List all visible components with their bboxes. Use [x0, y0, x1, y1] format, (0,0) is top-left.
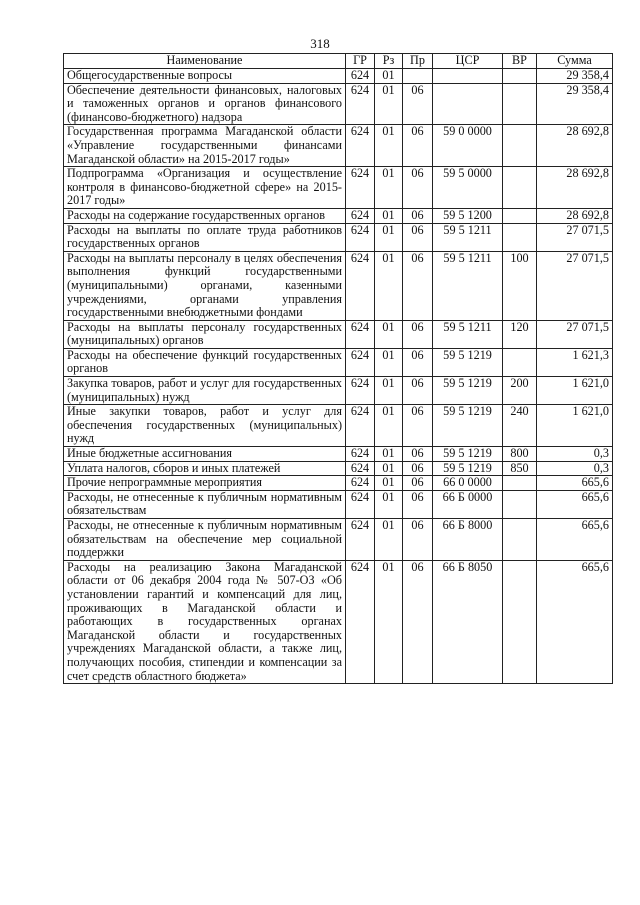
cell-sum: 28 692,8: [537, 167, 613, 209]
budget-table: [63, 53, 613, 684]
cell-pr: 06: [403, 405, 433, 447]
cell-sum: 29 358,4: [537, 83, 613, 125]
cell-vr: 240: [503, 405, 537, 447]
cell-vr: [503, 476, 537, 491]
table-row: [64, 125, 613, 167]
cell-csr: 59 5 1219: [433, 348, 503, 376]
cell-sum: 1 621,3: [537, 348, 613, 376]
cell-rz: 01: [375, 461, 403, 476]
cell-rz: 01: [375, 251, 403, 320]
table-row: [64, 348, 613, 376]
cell-sum: 28 692,8: [537, 208, 613, 223]
cell-pr: [403, 69, 433, 84]
cell-vr: [503, 167, 537, 209]
cell-sum: 27 071,5: [537, 251, 613, 320]
cell-vr: 100: [503, 251, 537, 320]
cell-vr: [503, 83, 537, 125]
cell-csr: 59 5 0000: [433, 167, 503, 209]
table-row: [64, 405, 613, 447]
cell-sum: 28 692,8: [537, 125, 613, 167]
cell-vr: [503, 208, 537, 223]
cell-gr: 624: [346, 167, 375, 209]
column-header-sum: Сумма: [537, 54, 613, 69]
cell-name: Расходы на содержание государственных органов: [64, 208, 346, 223]
cell-vr: [503, 519, 537, 561]
cell-pr: 06: [403, 447, 433, 462]
cell-rz: 01: [375, 83, 403, 125]
cell-rz: 01: [375, 377, 403, 405]
cell-csr: 66 Б 8000: [433, 519, 503, 561]
cell-csr: 59 5 1219: [433, 405, 503, 447]
cell-csr: [433, 69, 503, 84]
cell-rz: 01: [375, 208, 403, 223]
cell-vr: 850: [503, 461, 537, 476]
cell-sum: 665,6: [537, 476, 613, 491]
cell-csr: 66 Б 8050: [433, 560, 503, 683]
table-row: [64, 560, 613, 683]
cell-vr: [503, 125, 537, 167]
cell-gr: 624: [346, 348, 375, 376]
cell-pr: 06: [403, 461, 433, 476]
cell-csr: 59 5 1219: [433, 461, 503, 476]
cell-gr: 624: [346, 69, 375, 84]
cell-gr: 624: [346, 447, 375, 462]
cell-sum: 27 071,5: [537, 320, 613, 348]
cell-sum: 1 621,0: [537, 377, 613, 405]
cell-vr: [503, 490, 537, 518]
cell-name: Прочие непрограммные мероприятия: [64, 476, 346, 491]
cell-gr: 624: [346, 208, 375, 223]
cell-gr: 624: [346, 377, 375, 405]
cell-gr: 624: [346, 83, 375, 125]
cell-rz: 01: [375, 519, 403, 561]
table-row: [64, 476, 613, 491]
table-row: [64, 208, 613, 223]
cell-vr: [503, 348, 537, 376]
cell-name: Расходы, не отнесенные к публичным нормативным обязательствам: [64, 490, 346, 518]
cell-name: Иные закупки товаров, работ и услуг для обеспечения государственных (муниципальных) нужд: [64, 405, 346, 447]
cell-sum: 27 071,5: [537, 223, 613, 251]
cell-gr: 624: [346, 519, 375, 561]
cell-gr: 624: [346, 125, 375, 167]
cell-sum: 665,6: [537, 490, 613, 518]
cell-gr: 624: [346, 405, 375, 447]
cell-pr: 06: [403, 223, 433, 251]
cell-gr: 624: [346, 320, 375, 348]
cell-pr: 06: [403, 83, 433, 125]
cell-pr: 06: [403, 519, 433, 561]
cell-csr: 66 0 0000: [433, 476, 503, 491]
cell-pr: 06: [403, 476, 433, 491]
cell-name: Иные бюджетные ассигнования: [64, 447, 346, 462]
cell-rz: 01: [375, 560, 403, 683]
cell-pr: 06: [403, 348, 433, 376]
cell-csr: 59 0 0000: [433, 125, 503, 167]
cell-gr: 624: [346, 476, 375, 491]
cell-gr: 624: [346, 461, 375, 476]
cell-vr: 800: [503, 447, 537, 462]
cell-sum: 665,6: [537, 519, 613, 561]
cell-vr: [503, 223, 537, 251]
table-row: [64, 167, 613, 209]
cell-name: Уплата налогов, сборов и иных платежей: [64, 461, 346, 476]
cell-name: Расходы, не отнесенные к публичным нормативным обязательствам на обеспечение мер социальной поддержки: [64, 519, 346, 561]
table-row: [64, 223, 613, 251]
column-header-name: Наименование: [64, 54, 346, 69]
cell-sum: 0,3: [537, 447, 613, 462]
cell-name: Подпрограмма «Организация и осуществление контроля в финансово-бюджетной сфере» на 2015-2017 годы»: [64, 167, 346, 209]
cell-csr: 59 5 1200: [433, 208, 503, 223]
cell-gr: 624: [346, 490, 375, 518]
cell-pr: 06: [403, 560, 433, 683]
column-header-pr: Пр: [403, 54, 433, 69]
cell-rz: 01: [375, 447, 403, 462]
table-row: [64, 251, 613, 320]
cell-pr: 06: [403, 377, 433, 405]
cell-pr: 06: [403, 320, 433, 348]
cell-name: Расходы на выплаты персоналу в целях обеспечения выполнения функций государственными (муниципальными) органами, казенными учреждениями, органами управления государственными внебюджетными фондами: [64, 251, 346, 320]
cell-rz: 01: [375, 348, 403, 376]
cell-rz: 01: [375, 125, 403, 167]
table-row: [64, 461, 613, 476]
cell-name: Расходы на обеспечение функций государственных органов: [64, 348, 346, 376]
cell-gr: 624: [346, 560, 375, 683]
cell-vr: [503, 560, 537, 683]
table-row: [64, 519, 613, 561]
cell-sum: 0,3: [537, 461, 613, 476]
cell-name: Обеспечение деятельности финансовых, налоговых и таможенных органов и органов финансового (финансово-бюджетного) надзора: [64, 83, 346, 125]
page-number: 318: [310, 36, 330, 51]
cell-rz: 01: [375, 69, 403, 84]
column-header-vr: ВР: [503, 54, 537, 69]
table-row: [64, 69, 613, 84]
cell-rz: 01: [375, 405, 403, 447]
cell-vr: [503, 69, 537, 84]
cell-rz: 01: [375, 223, 403, 251]
cell-rz: 01: [375, 476, 403, 491]
cell-rz: 01: [375, 320, 403, 348]
cell-rz: 01: [375, 490, 403, 518]
cell-csr: 59 5 1211: [433, 251, 503, 320]
cell-name: Государственная программа Магаданской области «Управление государственными финансами Магаданской области» на 2015-2017 годы»: [64, 125, 346, 167]
cell-csr: [433, 83, 503, 125]
cell-pr: 06: [403, 251, 433, 320]
cell-csr: 59 5 1219: [433, 377, 503, 405]
cell-name: Общегосударственные вопросы: [64, 69, 346, 84]
cell-vr: 120: [503, 320, 537, 348]
table-row: [64, 447, 613, 462]
table-body: [64, 69, 613, 684]
cell-sum: 665,6: [537, 560, 613, 683]
cell-vr: 200: [503, 377, 537, 405]
cell-name: Расходы на реализацию Закона Магаданской области от 06 декабря 2004 года № 507-ОЗ «Об установлении гарантий и компенсаций для лиц, проживающих в Магаданской области и работающих в государственных органах Магаданской области и государственных учреждениях Магаданской области, а также лиц, получающих пособия, стипендии и компенсации за счет средств областного бюджета»: [64, 560, 346, 683]
cell-sum: 29 358,4: [537, 69, 613, 84]
column-header-gr: ГР: [346, 54, 375, 69]
cell-sum: 1 621,0: [537, 405, 613, 447]
cell-pr: 06: [403, 125, 433, 167]
table-row: [64, 490, 613, 518]
cell-name: Расходы на выплаты персоналу государственных (муниципальных) органов: [64, 320, 346, 348]
table-row: [64, 83, 613, 125]
cell-csr: 59 5 1211: [433, 223, 503, 251]
cell-pr: 06: [403, 490, 433, 518]
table-header-row: [64, 54, 613, 69]
cell-csr: 59 5 1219: [433, 447, 503, 462]
cell-gr: 624: [346, 251, 375, 320]
cell-rz: 01: [375, 167, 403, 209]
cell-csr: 66 Б 0000: [433, 490, 503, 518]
cell-pr: 06: [403, 167, 433, 209]
table-row: [64, 377, 613, 405]
cell-name: Закупка товаров, работ и услуг для государственных (муниципальных) нужд: [64, 377, 346, 405]
cell-pr: 06: [403, 208, 433, 223]
cell-csr: 59 5 1211: [433, 320, 503, 348]
cell-gr: 624: [346, 223, 375, 251]
column-header-rz: Рз: [375, 54, 403, 69]
column-header-csr: ЦСР: [433, 54, 503, 69]
table-row: [64, 320, 613, 348]
cell-name: Расходы на выплаты по оплате труда работников государственных органов: [64, 223, 346, 251]
